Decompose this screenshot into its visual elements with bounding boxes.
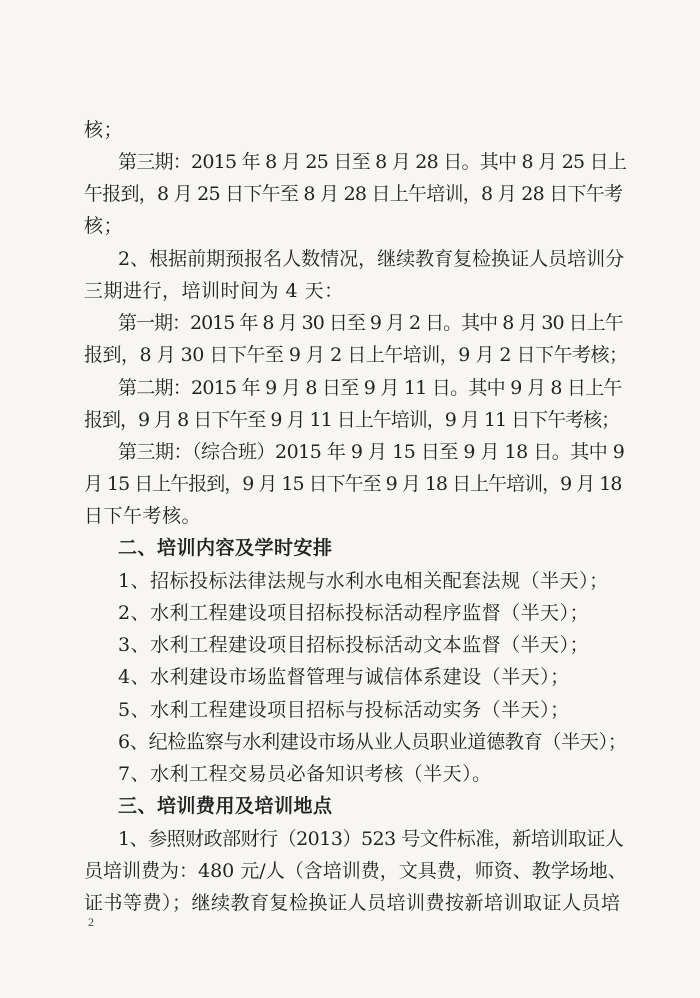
section-heading: 三、培训费用及培训地点: [118, 795, 333, 817]
text-line: 第二期：2015 年 9 月 8 日至 9 月 11 日。其中 9 月 8 日上午: [118, 377, 622, 399]
list-item: 5、水利工程建设项目招标与投标活动实务（半天）；: [118, 699, 570, 721]
list-item: 7、水利工程交易员必备知识考核（半天）。: [118, 763, 492, 785]
text-line: 午报到，8 月 25 日下午至 8 月 28 日上午培训，8 月 28 日下午考: [84, 183, 623, 205]
text-line: 核；: [84, 215, 124, 237]
text-line: 1、参照财政部财行（2013）523 号文件标准，新培训取证人: [118, 828, 624, 850]
section-heading: 二、培训内容及学时安排: [118, 537, 333, 559]
text-line: 三期进行，培训时间为 4 天：: [84, 280, 344, 302]
text-line: 月 15 日上午报到，9 月 15 日下午至 9 月 18 日上午培训，9 月 18: [84, 473, 622, 495]
list-item: 1、招标投标法律法规与水利水电相关配套法规（半天）；: [118, 570, 609, 592]
list-item: 2、水利工程建设项目招标投标活动程序监督（半天）；: [118, 602, 590, 624]
list-item: 4、水利建设市场监督管理与诚信体系建设（半天）；: [118, 666, 570, 688]
text-line: 日下午考核。: [84, 505, 202, 527]
text-line: 第三期：2015 年 8 月 25 日至 8 月 28 日。其中 8 月 25 日上: [118, 151, 627, 173]
text-line: 员培训费为：480 元/人（含培训费，文具费，师资、教学场地、: [84, 860, 627, 882]
text-line: 核；: [84, 119, 124, 141]
page-number: 2: [88, 915, 94, 929]
list-item: 6、纪检监察与水利建设市场从业人员职业道德教育（半天）；: [118, 731, 627, 753]
text-line: 报到，9 月 8 日下午至 9 月 11 日上午培训，9 月 11 日下午考核；: [84, 409, 620, 431]
text-line: 证书等费）；继续教育复检换证人员培训费按新培训取证人员培: [84, 892, 621, 914]
text-line: 第三期：（综合班）2015 年 9 月 15 日至 9 月 18 日。其中 9: [118, 441, 625, 463]
text-line: 第一期：2015 年 8 月 30 日至 9 月 2 日。其中 8 月 30 日上午: [118, 312, 623, 334]
text-line: 2、根据前期预报名人数情况，继续教育复检换证人员培训分: [118, 248, 625, 270]
list-item: 3、水利工程建设项目招标投标活动文本监督（半天）；: [118, 634, 590, 656]
text-line: 报到，8 月 30 日下午至 9 月 2 日上午培训，9 月 2 日下午考核；: [84, 344, 628, 366]
